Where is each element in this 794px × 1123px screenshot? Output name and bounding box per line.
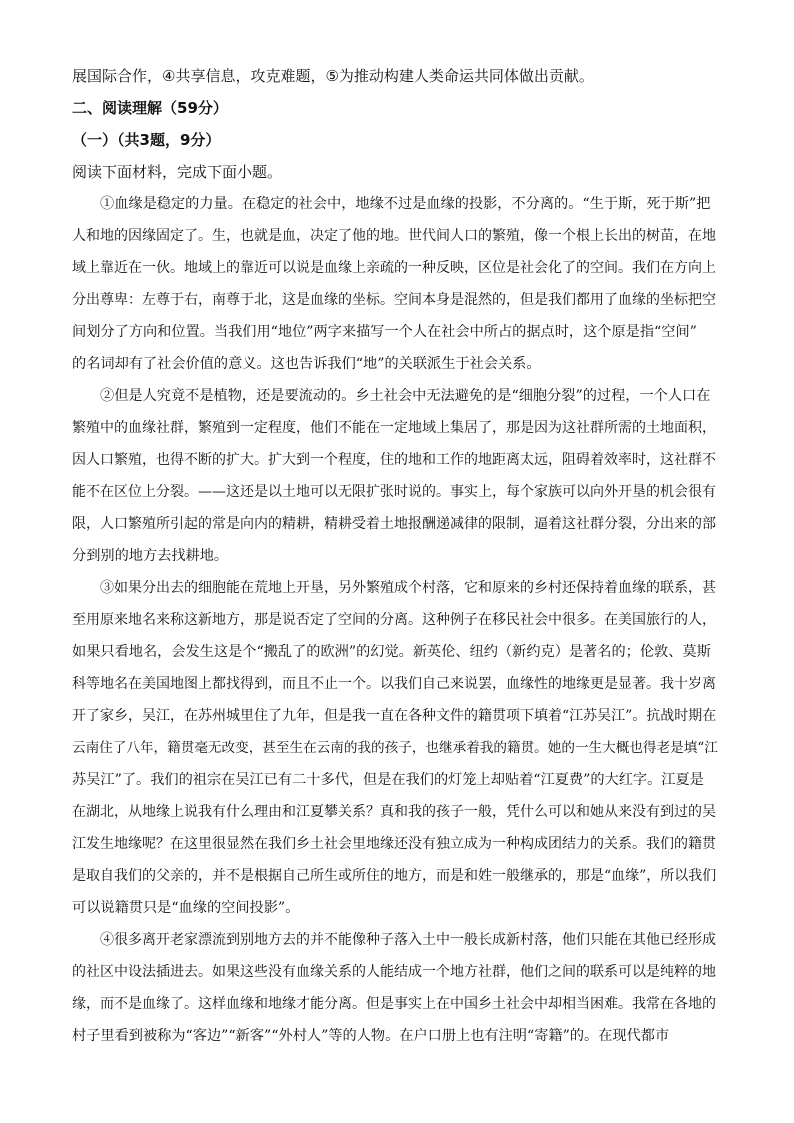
subsection-heading-text: （一）（共3题，9分） xyxy=(72,131,221,149)
section-heading-text: 二、阅读理解（59分） xyxy=(72,99,228,117)
instruction-text: 阅读下面材料，完成下面小题。 xyxy=(72,163,283,181)
document-page: 展国际合作，④共享信息，攻克难题，⑤为推动构建人类命运共同体做出贡献。 二、阅读理解（59分） （一）（共3题，9分） 阅读下面材料，完成下面小题。 ①血缘是稳定的力量。在稳定的社会中，地缘不过是血缘的投影，不分离的。“生于斯，死于斯”把 人和地的因缘固定了。生，也就是血，决定了他的地。世代间人口的繁殖，像一个根上长出的树苗，在地 域上靠近在一伙。地域上的靠近可以说是血缘上亲疏的一种反映，区位是社会化了的空间。我们在方向上 分出尊卑：左尊于右，南尊于北，这是血缘的坐标。空间本身是混然的，但是我们都用了血缘的坐标把空 间划分了方向和位置。当我们用“地位”两字来描写一个人在社会中所占的据点时，这个原是指“空间” 的名词却有了社会价值的意义。这也告诉我们“地”的关联派生于社会关系。 ②但是人究竟不是植物，还是要流动的。乡土社会中无法避免的是“细胞分裂”的过程，一个人口在 繁殖中的血缘社群，繁殖到一定程度，他们不能在一定地域上集居了，那是因为这社群所需的土地面积， 因人口繁殖，也得不断的扩大。扩大到一个程度，住的地和工作的地距离太远，阻碍着效率时，这社群不 能不在区位上分裂。——这还是以土地可以无限扩张时说的。事实上，每个家族可以向外开垦的机会很有 限，人口繁殖所引起的常是向内的精耕，精耕受着土地报酬递减律的限制，逼着这社群分裂，分出来的部 分到别的地方去找耕地。 ③如果分出去的细胞能在荒地上开垦，另外繁殖成个村落，它和原来的乡村还保持着血缘的联系，甚 至用原来地名来称这新地方，那是说否定了空间的分离。这种例子在移民社会中很多。在美国旅行的人， 如果只看地名，会发生这是个“搬乱了的欧洲”的幻觉。新英伦、纽约（新约克）是著名的；伦敦、莫斯 科等地名在美国地图上都找得到，而且不止一个。以我们自己来说罢，血缘性的地缘更是显著。我十岁离 开了家乡，吴江，在苏州城里住了九年，但是我一直在各种文件的籍贯项下填着“江苏吴江”。抗战时期在 云南住了八年，籍贯毫无改变，甚至生在云南的我的孩子，也继承着我的籍贯。她的一生大概也得老是填“江 苏吴江”了。我们的祖宗在吴江已有二十多代，但是在我们的灯笼上却贴着“江夏费”的大红字。江夏是 在湖北，从地缘上说我有什么理由和江夏攀关系？真和我的孩子一般，凭什么可以和她从来没有到过的吴 江发生地缘呢？在这里很显然在我们乡土社会里地缘还没有独立成为一种构成团结力的关系。我们的籍贯 是取自我们的父亲的，并不是根据自己所生或所住的地方，而是和姓一般继承的，那是“血缘”，所以我们 可以说籍贯只是“血缘的空间投影”。 ④很多离开老家漂流到别地方去的并不能像种子落入土中一般长成新村落，他们只能在其他已经形成 的社区中设法插进去。如果这些没有血缘关系的人能结成一个地方社群，他们之间的联系可以是纯粹的地 缘，而不是血缘了。这样血缘和地缘才能分离。但是事实上在中国乡土社会中却相当困难。我常在各地的 村子里看到被称为“客边”“新客”“外村人”等的人物。在户口册上也有注明“寄籍”的。在现代都市 xyxy=(72,67,718,1044)
intro-tail-text: 展国际合作，④共享信息，攻克难题，⑤为推动构建人类命运共同体做出贡献。 xyxy=(72,67,594,85)
